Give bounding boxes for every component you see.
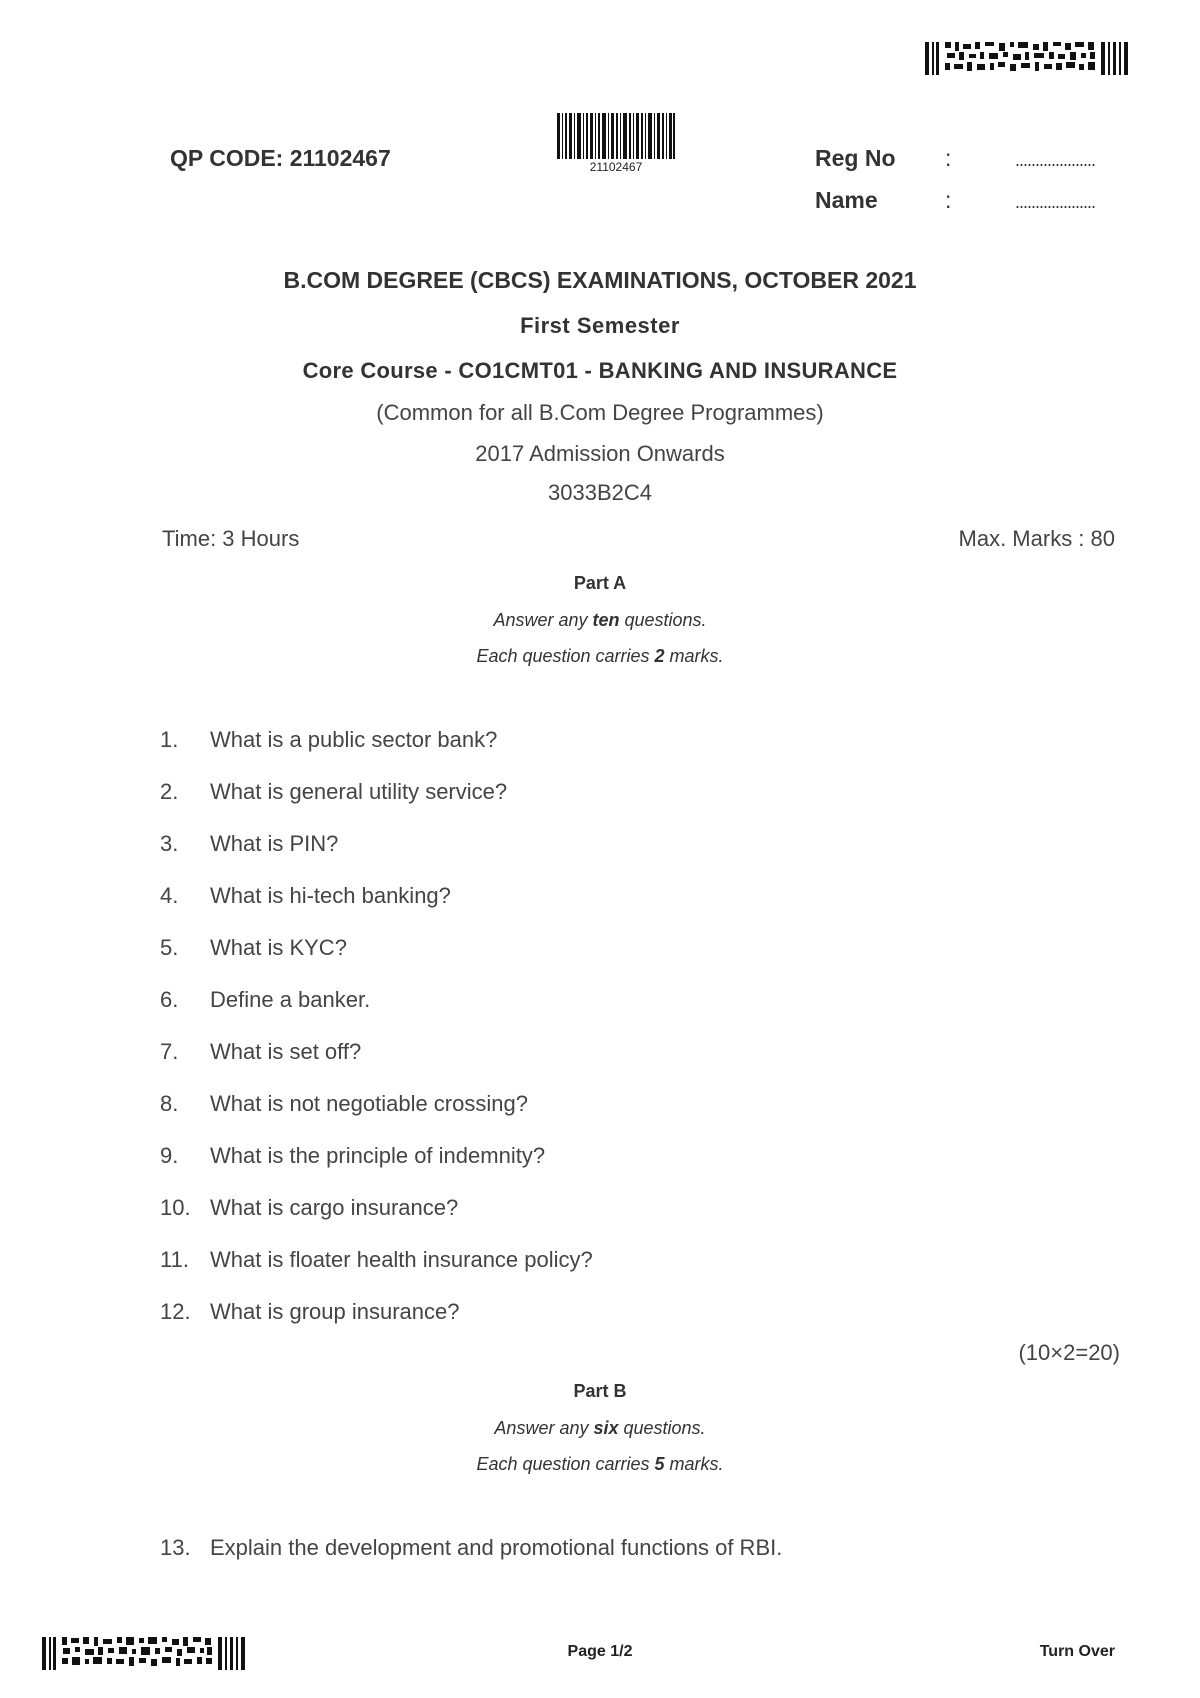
part-a-instr-pre: Answer any <box>493 610 593 630</box>
part-a-marks-pre: Each question carries <box>476 646 655 666</box>
barcode-number: 21102467 <box>589 160 643 174</box>
part-a-instr-count: ten <box>592 610 620 630</box>
name-colon: : <box>945 187 952 213</box>
question-number: 11. <box>160 1247 189 1272</box>
name-blank: .................... <box>1015 192 1096 212</box>
question-number: 5. <box>160 935 179 960</box>
question-number: 12. <box>160 1299 191 1324</box>
part-a-instruction <box>0 610 1200 631</box>
max-marks: Max. Marks : 80 <box>958 526 1115 551</box>
qp-code: QP CODE: 21102467 <box>170 145 391 171</box>
exam-title: B.COM DEGREE (CBCS) EXAMINATIONS, OCTOBER 2021 <box>283 267 917 293</box>
question-text: Define a banker. <box>210 987 371 1012</box>
part-a-marks-note <box>0 646 1200 667</box>
semester: First Semester <box>520 313 680 338</box>
part-a-marks-value: 2 <box>654 646 665 666</box>
admission-note: 2017 Admission Onwards <box>475 441 725 466</box>
question-number: 9. <box>160 1143 179 1168</box>
question-number: 6. <box>160 987 179 1012</box>
question-number: 8. <box>160 1091 179 1116</box>
part-b-marks-note <box>0 1454 1200 1475</box>
qp-code-barcode <box>557 113 675 159</box>
question-number: 13. <box>160 1535 191 1560</box>
question-number: 10. <box>160 1195 191 1220</box>
question-number: 7. <box>160 1039 179 1064</box>
question-number: 3. <box>160 831 179 856</box>
question-text: What is hi-tech banking? <box>210 883 451 908</box>
top-right-barcode <box>925 42 1130 75</box>
reg-no-label: Reg No <box>815 145 896 171</box>
part-b-marks-value: 5 <box>654 1454 665 1474</box>
question-text: What is KYC? <box>210 935 347 960</box>
question-text: What is PIN? <box>210 831 339 856</box>
reg-no-colon: : <box>945 145 952 171</box>
turn-over: Turn Over <box>1039 1643 1115 1660</box>
course-title: Core Course - CO1CMT01 - BANKING AND INSURANCE <box>302 358 898 383</box>
question-text: What is group insurance? <box>210 1299 460 1324</box>
part-a-marks-post: marks. <box>664 646 724 666</box>
part-b-heading: Part B <box>573 1381 627 1401</box>
part-b-instr-post: questions. <box>618 1418 706 1438</box>
time-allowed: Time: 3 Hours <box>162 526 300 551</box>
question-number: 2. <box>160 779 179 804</box>
common-note: (Common for all B.Com Degree Programmes) <box>376 400 824 425</box>
question-text: What is not negotiable crossing? <box>210 1091 528 1116</box>
question-text: Explain the development and promotional functions of RBI. <box>210 1535 783 1560</box>
question-text: What is floater health insurance policy? <box>210 1247 593 1272</box>
part-a-score: (10×2=20) <box>1018 1340 1120 1365</box>
part-b-marks-pre: Each question carries <box>476 1454 655 1474</box>
paper-code: 3033B2C4 <box>548 480 652 505</box>
question-text: What is the principle of indemnity? <box>210 1143 546 1168</box>
part-a-instr-post: questions. <box>619 610 707 630</box>
question-text: What is cargo insurance? <box>210 1195 459 1220</box>
name-label: Name <box>815 187 878 213</box>
reg-no-blank: .................... <box>1015 150 1096 170</box>
question-number: 1. <box>160 727 179 752</box>
question-text: What is set off? <box>210 1039 362 1064</box>
part-a-heading: Part A <box>573 573 627 593</box>
part-b-instr-count: six <box>593 1418 619 1438</box>
question-number: 4. <box>160 883 179 908</box>
part-b-marks-post: marks. <box>664 1454 724 1474</box>
part-b-instr-pre: Answer any <box>494 1418 594 1438</box>
part-b-instruction <box>0 1418 1200 1439</box>
page-number: Page 1/2 <box>567 1643 633 1660</box>
question-text: What is a public sector bank? <box>210 727 498 752</box>
question-text: What is general utility service? <box>210 779 508 804</box>
